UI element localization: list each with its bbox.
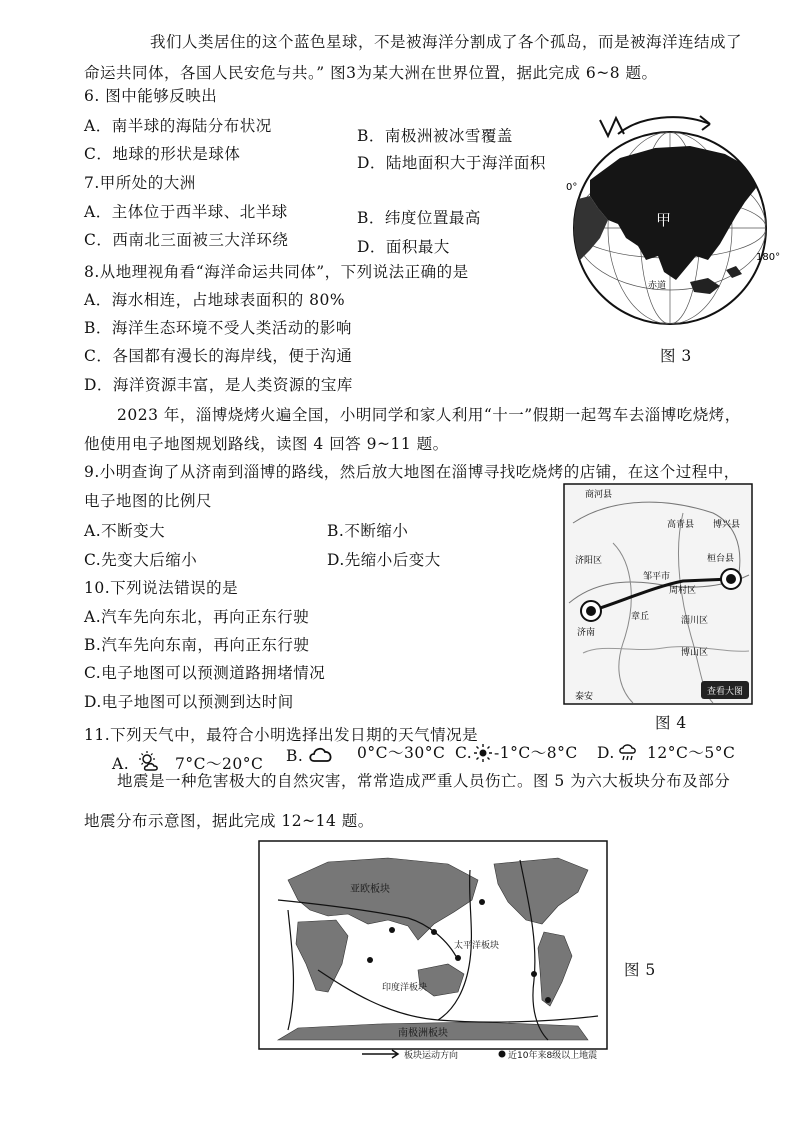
start-marker	[581, 601, 601, 621]
q11-option-a-temp: 7°C～20°C	[175, 755, 264, 773]
passage3-line1: 地震是一种危害极大的自然灾害，常常造成严重人员伤亡。图 5 为六大板块分布及部分	[117, 772, 731, 790]
q11-option-d-letter: D.	[597, 744, 615, 762]
q11-option-c-letter: C.	[455, 744, 473, 762]
q11-option-c-temp: -1°C～8°C	[494, 744, 578, 762]
place-gaoqing: 高青县	[667, 520, 695, 530]
q9-option-c: C.先变大后缩小	[84, 551, 198, 569]
passage2-line1: 2023 年，淄博烧烤火遍全国，小明同学和家人利用“十一”假期一起驾车去淄博吃烧烤，	[117, 406, 741, 424]
q6-option-c: C．地球的形状是球体	[84, 145, 241, 163]
legend	[362, 1049, 597, 1060]
q6-option-b: B．南极洲被冰雪覆盖	[357, 127, 513, 145]
figure-3-globe	[560, 110, 780, 340]
q7-option-b: B．纬度位置最高	[357, 209, 481, 227]
q10-option-b: B.汽车先向东南，再向正东行驶	[84, 636, 310, 654]
passage3-line2: 地震分布示意图，据此完成 12~14 题。	[84, 812, 374, 830]
q10-stem: 10.下列说法错误的是	[84, 579, 239, 597]
place-zouping: 邹平市	[643, 572, 671, 582]
partly-cloudy-icon	[138, 750, 162, 774]
place-jiyang: 济阳区	[575, 556, 603, 566]
q9-option-d: D.先缩小后变大	[327, 551, 441, 569]
label-equator: 赤道	[648, 281, 667, 291]
q7-option-d: D．面积最大	[357, 238, 450, 256]
passage1-line1: 我们人类居住的这个蓝色星球，不是被海洋分割成了各个孤岛，而是被海洋连结成了	[150, 33, 743, 51]
q8-option-a: A．海水相连，占地球表面积的 80%	[84, 291, 346, 309]
q11-option-a-letter: A.	[112, 755, 130, 773]
figure-5-caption: 图 5	[624, 961, 656, 979]
place-taian: 泰安	[575, 692, 594, 702]
label-pacific-plate: 太平洋板块	[454, 941, 500, 951]
figure-4-caption: 图 4	[655, 714, 687, 732]
place-shanghe: 商河县	[585, 490, 613, 500]
label-indian-plate: 印度洋板块	[382, 983, 428, 993]
sunny-icon	[474, 744, 492, 762]
q9-stem-line2: 电子地图的比例尺	[84, 492, 213, 510]
q8-option-c: C．各国都有漫长的海岸线，便于沟通	[84, 347, 353, 365]
q9-option-b: B.不断缩小	[327, 522, 409, 540]
quake-marker	[431, 929, 437, 935]
place-boxing: 博兴县	[713, 520, 741, 530]
q7-option-a: A．主体位于西半球、北半球	[84, 203, 288, 221]
q8-option-d: D．海洋资源丰富，是人类资源的宝库	[84, 376, 353, 394]
q8-stem: 8.从地理视角看“海洋命运共同体”，下列说法正确的是	[84, 263, 469, 281]
view-larger-map-label: 查看大图	[707, 687, 744, 697]
q6-option-d: D．陆地面积大于海洋面积	[357, 154, 546, 172]
q11-stem: 11.下列天气中，最符合小明选择出发日期的天气情况是	[84, 726, 479, 744]
view-larger-map-button[interactable]	[701, 681, 749, 699]
q11-option-b-temp: 0°C～30°C	[357, 744, 446, 762]
q7-stem: 7.甲所处的大洲	[84, 174, 196, 192]
quake-marker	[389, 927, 395, 933]
passage2-line2: 他使用电子地图规划路线，读图 4 回答 9~11 题。	[84, 435, 449, 453]
place-boshan: 博山区	[681, 648, 709, 658]
q10-option-c: C.电子地图可以预测道路拥堵情况	[84, 664, 326, 682]
legend-quake-label: 近10年来8级以上地震	[508, 1051, 598, 1060]
quake-marker	[545, 997, 551, 1003]
label-180-degree: 180°	[756, 252, 780, 263]
legend-motion-arrow	[362, 1050, 398, 1058]
q9-option-a: A.不断变大	[84, 522, 166, 540]
q8-option-b: B．海洋生态环境不受人类活动的影响	[84, 319, 352, 337]
quake-marker	[479, 899, 485, 905]
q11-option-d-temp: 12°C～5°C	[647, 744, 736, 762]
q6-option-a: A．南半球的海陆分布状况	[84, 117, 272, 135]
legend-quake-dot	[499, 1051, 506, 1058]
quake-marker	[367, 957, 373, 963]
place-huantai: 桓台县	[707, 554, 735, 564]
quake-marker	[531, 971, 537, 977]
quake-marker	[455, 955, 461, 961]
q7-option-c: C．西南北三面被三大洋环绕	[84, 231, 289, 249]
figure-4-map	[563, 483, 753, 705]
figure-3-caption: 图 3	[660, 347, 692, 365]
passage1-line2: 命运共同体，各国人民安危与共。” 图3为某大洲在世界位置，据此完成 6~8 题。	[84, 64, 658, 82]
q6-stem: 6. 图中能够反映出	[84, 87, 218, 105]
place-jinan: 济南	[577, 628, 596, 638]
place-zichuan: 淄川区	[681, 616, 709, 626]
legend-motion-label: 板块运动方向	[404, 1051, 459, 1060]
place-zhoucun: 周村区	[669, 586, 697, 596]
q10-option-d: D.电子地图可以预测到达时间	[84, 693, 294, 711]
label-0-degree: 0°	[566, 182, 578, 193]
figure-5-plate-map	[258, 840, 608, 1060]
q10-option-a: A.汽车先向东北，再向正东行驶	[84, 608, 310, 626]
end-marker	[721, 569, 741, 589]
label-eurasian-plate: 亚欧板块	[350, 884, 390, 895]
label-jia: 甲	[656, 211, 672, 229]
q9-stem-line1: 9.小明查询了从济南到淄博的路线，然后放大地图在淄博寻找吃烧烤的店铺，在这个过程中，	[84, 463, 740, 481]
cloudy-icon	[308, 744, 334, 764]
label-antarctic-plate: 南极洲板块	[398, 1028, 448, 1039]
place-zhangqiu: 章丘	[631, 612, 650, 622]
q11-option-b-letter: B.	[286, 747, 304, 765]
rain-icon	[618, 743, 638, 763]
